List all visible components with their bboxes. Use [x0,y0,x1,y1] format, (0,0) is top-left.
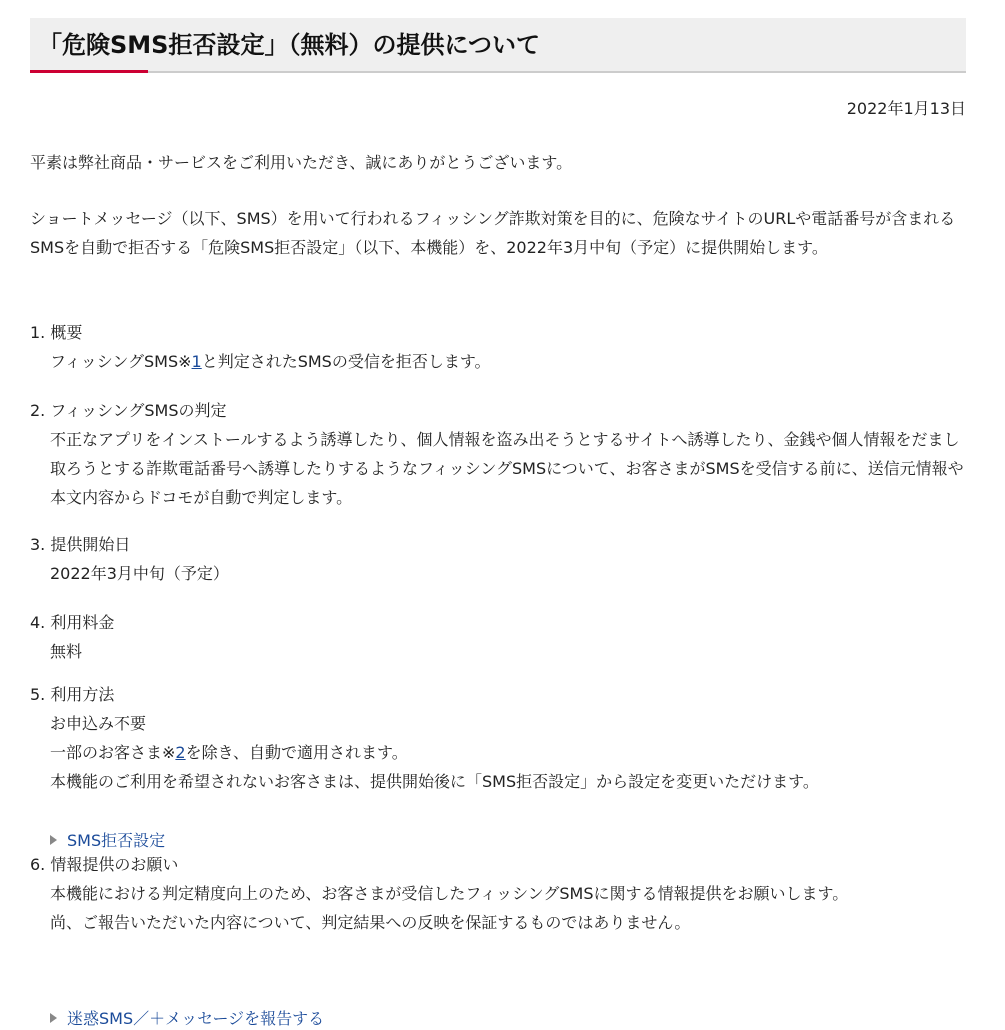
page [30,18,966,1028]
section-heading: 5. 利用方法 [30,685,115,704]
opt-out-text: 本機能のご利用を希望されないお客さまは、提供開始後に「SMS拒否設定」から設定を変更いただけます。 [50,772,819,791]
disclaimer-text: 尚、ご報告いただいた内容について、判定結果への反映を保証するものではありません。 [50,913,691,932]
section-body: 無料 [50,642,83,661]
title-bar [30,18,966,73]
request-text: 本機能における判定精度向上のため、お客さまが受信したフィッシングSMSに関する情報提供をお願いします。 [50,884,849,903]
note-mark: ※ [162,743,176,762]
section-start-date [30,530,966,588]
section-body [30,879,966,937]
section-fee [30,608,966,666]
note-mark: ※ [178,352,192,371]
announcement-text: ショートメッセージ（以下、SMS）を用いて行われるフィッシング詐欺対策を目的に、危険なサイトのURLや電話番号が含まれるSMSを自動で拒否する「危険SMS拒否設定」（以下、本機能）を、2022年3月中旬（予定）に提供開始します。 [30,209,956,257]
section-heading: 4. 利用料金 [30,613,115,632]
text-after-note: と判定されたSMSの受信を拒否します。 [201,352,491,371]
publish-date: 2022年1月13日 [846,99,966,118]
section-usage [30,680,966,796]
section-heading: 3. 提供開始日 [30,535,131,554]
footnote-2-link[interactable]: 2 [175,743,186,762]
link-label: SMS拒否設定 [67,831,166,850]
section-heading: 1. 概要 [30,323,83,342]
no-application-text: お申込み不要 [50,714,147,733]
report-spam-sms-link[interactable] [50,1008,324,1030]
page-title: 「危険SMS拒否設定」（無料）の提供について [38,31,540,59]
section-overview [30,318,966,376]
section-phishing-detection [30,396,966,512]
auto-apply-text [50,738,966,767]
section-info-request [30,850,966,937]
sms-reject-settings-link[interactable] [50,830,165,852]
section-body: 不正なアプリをインストールするよう誘導したり、個人情報を盗み出そうとするサイトへ誘導したり、金銭や個人情報をだまし取ろうとする詐欺電話番号へ誘導したりするようなフィッシングSMSについて、お客さまがSMSを受信する前に、送信元情報や本文内容からドコモが自動で判定します。 [50,430,964,507]
link-label: 迷惑SMS／＋メッセージを報告する [67,1009,325,1028]
text-after-note: を除き、自動で適用されます。 [185,743,408,762]
greeting-text: 平素は弊社商品・サービスをご利用いただき、誠にありがとうございます。 [30,153,573,172]
section-body [30,347,966,376]
section-heading: 6. 情報提供のお願い [30,855,179,874]
section-heading: 2. フィッシングSMSの判定 [30,401,227,420]
triangle-right-icon [50,1013,57,1023]
section-body: 2022年3月中旬（予定） [50,564,229,583]
section-body [30,709,966,796]
triangle-right-icon [50,835,57,845]
text-before-note: 一部のお客さま [50,743,163,762]
title-accent-bar [30,70,148,73]
footnote-1-link[interactable]: 1 [191,352,202,371]
text-before-note: フィッシングSMS [50,352,179,371]
